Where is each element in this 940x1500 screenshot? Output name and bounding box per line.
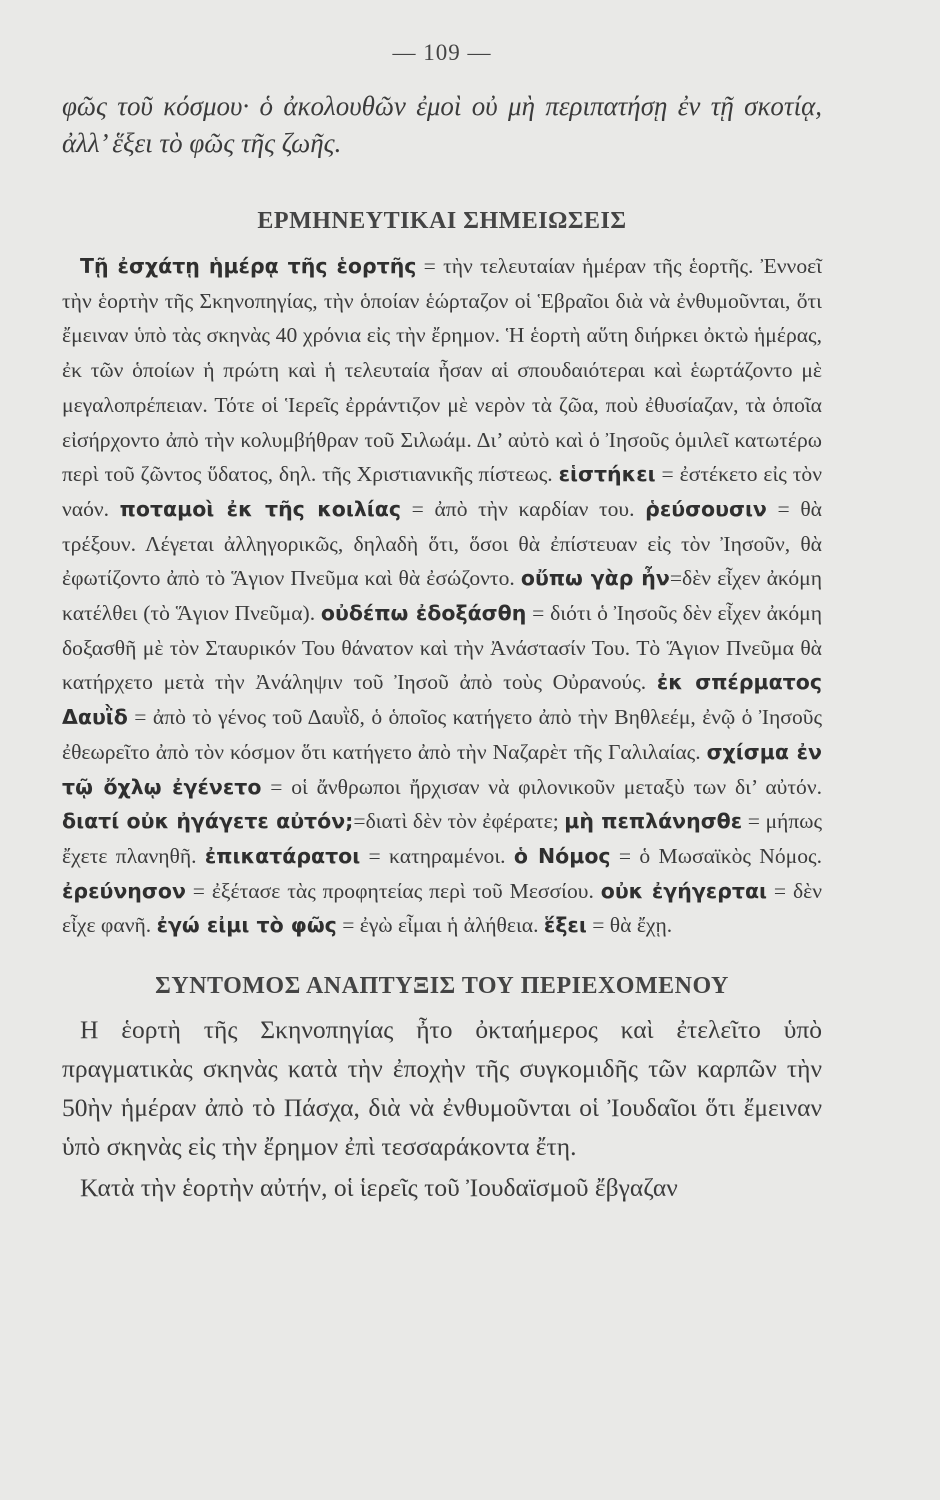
glossary-text: = θὰ τρέξουν. Λέγεται ἀλληγορικῶς, δηλαδὴ ὅτι, ὅσοι θὰ ἐπίστευαν εἰς τὸν Ἰησοῦν, θὰ ἐφωτίζοντο ἀπὸ τὸ Ἅγιον Πνεῦμα καὶ θὰ ἐσώζοντο. — [62, 496, 822, 591]
glossary-term: ῥεύσουσιν — [645, 496, 767, 521]
notes-heading: ΕΡΜΗΝΕΥΤΙΚΑΙ ΣΗΜΕΙΩΣΕΙΣ — [257, 208, 627, 234]
explanatory-notes — [62, 249, 822, 943]
glossary-text: = τὴν τελευταίαν ἡμέραν τῆς ἑορτῆς. Ἐννοεῖ τὴν ἑορτὴν τῆς Σκηνοπηγίας, τὴν ὁποίαν ἑώρταζον οἱ Ἑβραῖοι διὰ νὰ ἐνθυμοῦνται, ὅτι ἔμειναν ὑπὸ τὰς σκηνὰς 40 χρόνια εἰς τὴν ἔρημον. Ἡ ἑορτὴ αὕτη διήρκει ὀκτὼ ἡμέρας, ἐκ τῶν ὁποίων ἡ πρώτη καὶ ἡ τελευταία ἦσαν αἱ σπουδαιότεραι καὶ ἑωρτάζοντο μὲ μεγαλοπρέπειαν. Τότε οἱ Ἱερεῖς ἐρράντιζον μὲ νερὸν τὰ ζῶα, ποὺ ἐθυσίαζαν, τὰ ὁποῖα εἰσήρχοντο ἀπὸ τὴν κολυμβήθραν τοῦ Σιλωάμ. Δι’ αὐτὸ καὶ ὁ Ἰησοῦς ὁμιλεῖ κατωτέρω περὶ τοῦ ζῶντος ὕδατος, δηλ. τῆς Χριστιανικῆς πίστεως. — [62, 254, 822, 487]
book-page — [62, 40, 822, 1207]
glossary-text: = ἀπὸ τὸ γένος τοῦ Δαυῒδ, ὁ ὁποῖος κατήγετο ἀπὸ τὴν Βηθλεέμ, ἐνῷ ὁ Ἰησοῦς ἐθεωρεῖτο ἀπὸ τὸν κόσμον ὅτι κατήγετο ἀπὸ τὴν Ναζαρὲτ τῆς Γαλιλαίας. — [62, 705, 822, 764]
glossary-text: = θὰ ἔχῃ. — [586, 913, 673, 938]
glossary-term: σχίσμα ἐν τῷ ὄχλῳ ἐγένετο — [62, 739, 822, 799]
glossary-term: ἐρεύνησον — [62, 878, 186, 903]
scripture-quote: φῶς τοῦ κόσμου· ὁ ἀκολουθῶν ἐμοὶ οὐ μὴ περιπατήσῃ ἐν τῇ σκοτίᾳ, ἀλλ’ ἕξει τὸ φῶς τῆς ζωῆς. — [62, 91, 822, 158]
glossary-text: = ἐστέκετο εἰς τὸν ναόν. — [62, 462, 822, 521]
glossary-term: ἕξει — [543, 913, 587, 938]
glossary-text: = ἀπὸ τὴν καρδίαν του. — [401, 496, 646, 521]
glossary-text: = διότι ὁ Ἰησοῦς δὲν εἶχεν ἀκόμη δοξασθῆ μὲ τὸν Σταυρικόν Του θάνατον καὶ τὴν Ἀνάστασίν Του. Τὸ Ἅγιον Πνεῦμα θὰ κατήρχετο μετὰ τὴν Ἀνάληψιν τοῦ Ἰησοῦ ἀπὸ τοὺς Οὐρανούς. — [62, 601, 822, 695]
glossary-text: = κατηραμένοι. — [360, 843, 514, 868]
glossary-term: ἐπικατάρατοι — [204, 843, 361, 868]
summary-heading: ΣΥΝΤΟΜΟΣ ΑΝΑΠΤΥΞΙΣ ΤΟΥ ΠΕΡΙΕΧΟΜΕΝΟΥ — [155, 973, 729, 1000]
glossary-term: ἐκ σπέρματος Δαυῒδ — [62, 670, 823, 730]
glossary-term: οὐκ ἐγήγερται — [600, 878, 768, 903]
glossary-text: = ἐξέτασε τὰς προφητείας περὶ τοῦ Μεσσίου. — [185, 878, 601, 903]
summary-paragraph-1: Η ἑορτὴ τῆς Σκηνοπηγίας ἦτο ὀκταήμερος καὶ ἐτελεῖτο ὑπὸ πραγματικὰς σκηνὰς κατὰ τὴν ἐποχὴν τῆς συγκομιδῆς τῶν καρπῶν τὴν 50ὴν ἡμέραν ἀπὸ τὸ Πάσχα, διὰ νὰ ἐνθυμοῦνται οἱ Ἰουδαῖοι ὅτι ἔμειναν ὑπὸ σκηνὰς εἰς τὴν ἔρημον ἐπὶ τεσσαράκοντα ἔτη. — [62, 1015, 822, 1162]
glossary-text: = δὲν εἶχε φανῆ. — [62, 878, 822, 938]
glossary-text: = οἱ ἄνθρωποι ἤρχισαν νὰ φιλονικοῦν μεταξὺ των δι’ αὐτόν. — [261, 774, 822, 799]
glossary-text: = ὁ Μωσαϊκὸς Νόμος. — [610, 843, 822, 868]
glossary-text: = ἐγὼ εἶμαι ἡ ἀλήθεια. — [336, 913, 544, 938]
summary-paragraph-2: Κατὰ τὴν ἑορτὴν αὐτήν, οἱ ἱερεῖς τοῦ Ἰουδαϊσμοῦ ἔβγαζαν — [80, 1173, 678, 1203]
glossary-term: Τῇ ἐσχάτῃ ἡμέρᾳ τῆς ἑορτῆς — [80, 254, 417, 278]
glossary-term: ὁ Νόμος — [513, 843, 611, 868]
glossary-term: μὴ πεπλάνησθε — [564, 809, 743, 834]
page-number: — 109 — — [392, 40, 492, 65]
glossary-text: = μήπως ἔχετε πλανηθῆ. — [62, 809, 823, 868]
glossary-term: οὐδέπω ἐδοξάσθη — [320, 601, 527, 626]
glossary-term: διατί οὐκ ἠγάγετε αὐτόν; — [62, 809, 354, 834]
glossary-text: =διατὶ δὲν τὸν ἐφέρατε; — [353, 809, 565, 834]
glossary-term: ποταμοὶ ἐκ τῆς κοιλίας — [119, 496, 402, 521]
glossary-text: =δὲν εἶχεν ἀκόμη κατέλθει (τὸ Ἅγιον Πνεῦμα). — [62, 566, 822, 626]
glossary-term: οὔπω γὰρ ἦν — [520, 566, 670, 591]
glossary-term: ἐγώ εἰμι τὸ φῶς — [156, 913, 337, 938]
glossary-term: εἱστήκει — [558, 462, 656, 487]
